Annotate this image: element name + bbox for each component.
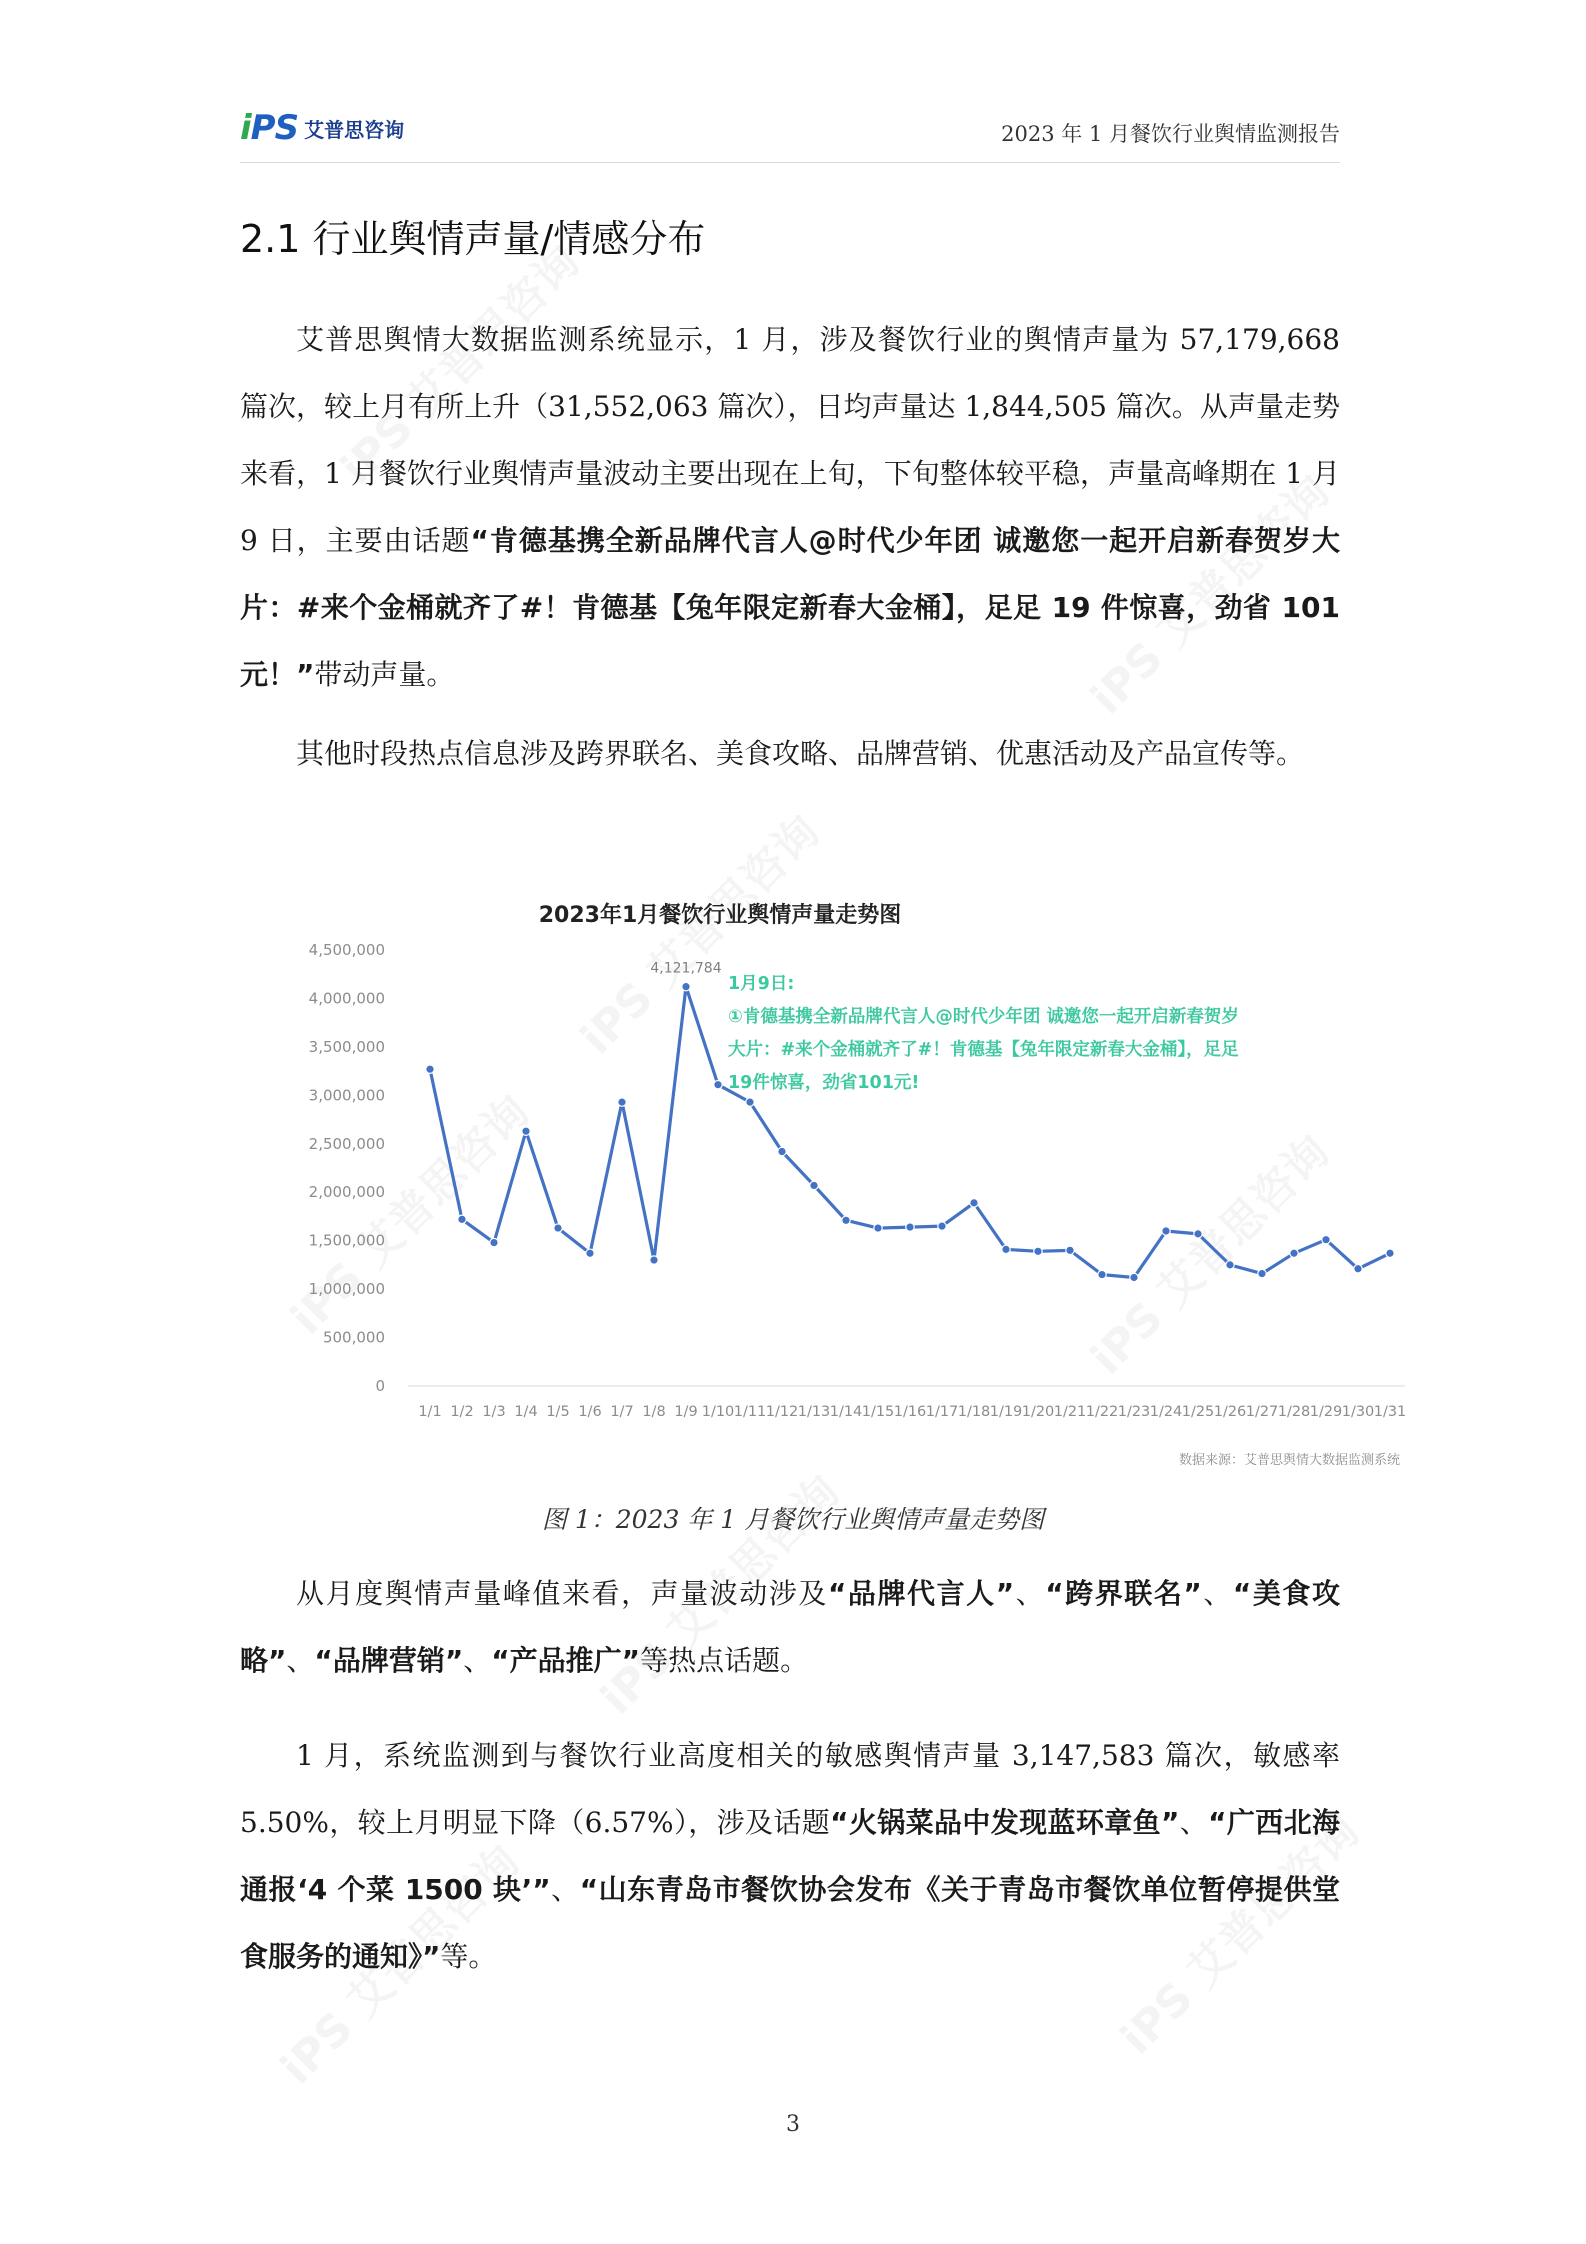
paragraph-text: 从月度舆情声量峰值来看，声量波动涉及 (296, 1577, 828, 1610)
paragraph-text: 等。 (440, 1940, 497, 1973)
figure-caption: 图 1：2023 年 1 月餐饮行业舆情声量走势图 (541, 1505, 1045, 1534)
data-point (714, 1080, 722, 1088)
data-point (1386, 1249, 1394, 1257)
data-point (842, 1216, 850, 1224)
x-axis (418, 1404, 1406, 1420)
x-tick-label: 1/15 (861, 1404, 895, 1420)
paragraph-text: 、 (286, 1644, 315, 1677)
x-tick-label: 1/13 (797, 1404, 831, 1420)
logo-text: 艾普思咨询 (304, 117, 405, 142)
paragraph-text: 艾普思舆情大数据监测系统显示，1 月，涉及餐饮行业的舆情声量为 57,179,668 篇次，较上月有所上升（31,552,063 篇次），日均声量达 1,844,505 篇次。从声量走势来看，1 月餐饮行业舆情声量波动主要出现在上旬，下旬整体较平稳，声量高峰期在 1 月 9 日，主要由话题 (240, 323, 1340, 557)
paragraph-volume-summary (240, 306, 1340, 708)
x-tick-label: 1/10 (701, 1404, 735, 1420)
source-note: 数据来源：艾普思舆情大数据监测系统 (1178, 1453, 1400, 1468)
x-tick-label: 1/23 (1117, 1404, 1151, 1420)
highlight-topic: “跨界联名” (1045, 1577, 1202, 1610)
data-point (1066, 1246, 1074, 1254)
x-tick-label: 1/21 (1053, 1404, 1087, 1420)
paragraph-peak-topics (240, 1560, 1340, 1694)
company-logo (240, 108, 404, 148)
paragraph-sensitive-volume (240, 1722, 1340, 1990)
highlight-topic: “品牌代言人” (827, 1577, 1015, 1610)
paragraph-text: 带动声量。 (314, 658, 455, 691)
highlight-topic: “广西北海通报‘4 个菜 1500 块’” (240, 1806, 1340, 1906)
x-tick-label: 1/29 (1309, 1404, 1343, 1420)
data-point (1162, 1227, 1170, 1235)
x-tick-label: 1/6 (578, 1404, 602, 1420)
data-point (1130, 1273, 1138, 1281)
data-point (586, 1249, 594, 1257)
data-point (618, 1098, 626, 1106)
highlight-topic: “品牌营销” (314, 1644, 464, 1677)
data-point (682, 982, 690, 990)
x-tick-label: 1/7 (610, 1404, 634, 1420)
x-tick-label: 1/8 (642, 1404, 666, 1420)
data-point (906, 1223, 914, 1231)
logo-mark: iPS (240, 108, 299, 148)
x-tick-label: 1/28 (1277, 1404, 1311, 1420)
annotation-line: 大片：#来个金桶就齐了#！肯德基【兔年限定新春大金桶】，足足 (728, 1040, 1239, 1060)
volume-trend-chart (240, 860, 1440, 1500)
x-tick-label: 1/27 (1245, 1404, 1279, 1420)
chart-title: 2023年1月餐饮行业舆情声量走势图 (538, 903, 902, 928)
paragraph-other-topics (240, 720, 1340, 787)
page-header (240, 104, 1340, 164)
data-point (522, 1127, 530, 1135)
data-point (1098, 1270, 1106, 1278)
data-point (650, 1256, 658, 1264)
x-tick-label: 1/24 (1149, 1404, 1183, 1420)
y-tick-label: 2,500,000 (308, 1134, 385, 1153)
paragraph-text: 等热点话题。 (640, 1644, 809, 1677)
paragraph-text: 其他时段热点信息涉及跨界联名、美食攻略、品牌营销、优惠活动及产品宣传等。 (296, 737, 1305, 770)
paragraph-text: 、 (1201, 1577, 1233, 1610)
data-point (874, 1224, 882, 1232)
peak-annotation (728, 968, 1239, 1100)
data-point (778, 1147, 786, 1155)
y-tick-label: 4,500,000 (308, 941, 385, 959)
data-point (1002, 1245, 1010, 1253)
y-tick-label: 2,000,000 (308, 1183, 385, 1202)
x-tick-label: 1/9 (674, 1404, 698, 1420)
y-tick-label: 0 (375, 1377, 385, 1395)
section-title: 2.1 行业舆情声量/情感分布 (240, 217, 706, 261)
page-number: 3 (786, 2112, 800, 2137)
report-title: 2023 年 1 月餐饮行业舆情监测报告 (1001, 122, 1340, 146)
paragraph-text: 、 (463, 1644, 492, 1677)
x-tick-label: 1/30 (1341, 1404, 1375, 1420)
data-point (938, 1222, 946, 1230)
annotation-line: 1月9日: (728, 974, 795, 994)
data-point (1034, 1247, 1042, 1255)
paragraph-text: 、 (1014, 1577, 1046, 1610)
data-point (490, 1238, 498, 1246)
x-tick-label: 1/17 (925, 1404, 959, 1420)
data-point (810, 1181, 818, 1189)
x-tick-label: 1/2 (450, 1404, 474, 1420)
y-axis (309, 941, 385, 1395)
data-point (1290, 1249, 1298, 1257)
highlight-topic: “产品推广” (491, 1644, 641, 1677)
y-tick-label: 500,000 (322, 1328, 385, 1347)
x-tick-label: 1/3 (482, 1404, 506, 1420)
x-tick-label: 1/11 (733, 1404, 767, 1420)
header-divider (240, 162, 1340, 163)
highlight-topic: “美食攻略” (240, 1577, 1340, 1677)
chart-canvas (240, 860, 1440, 1500)
x-tick-label: 1/4 (514, 1404, 538, 1420)
x-tick-label: 1/1 (418, 1404, 442, 1420)
paragraph-text: 、 (550, 1873, 580, 1906)
highlight-topic: “山东青岛市餐饮协会发布《关于青岛市餐饮单位暂停提供堂食服务的通知》” (240, 1873, 1340, 1973)
y-tick-label: 3,500,000 (308, 1037, 385, 1056)
y-tick-label: 3,000,000 (308, 1086, 385, 1105)
annotation-line: 19件惊喜，劲省101元! (728, 1073, 920, 1093)
peak-data-label: 4,121,784 (650, 960, 722, 977)
x-tick-label: 1/14 (829, 1404, 863, 1420)
y-tick-label: 1,500,000 (308, 1231, 385, 1250)
data-point (1194, 1230, 1202, 1238)
x-tick-label: 1/26 (1213, 1404, 1247, 1420)
x-tick-label: 1/12 (765, 1404, 799, 1420)
x-tick-label: 1/25 (1181, 1404, 1215, 1420)
highlight-topic: “火锅菜品中发现蓝环章鱼” (830, 1806, 1180, 1839)
data-point (1322, 1235, 1330, 1243)
x-tick-label: 1/16 (893, 1404, 927, 1420)
data-point (970, 1199, 978, 1207)
x-tick-label: 1/31 (1373, 1404, 1407, 1420)
annotation-line: ①肯德基携全新品牌代言人@时代少年团 诚邀您一起开启新春贺岁 (728, 1007, 1239, 1027)
x-tick-label: 1/18 (957, 1404, 991, 1420)
y-tick-label: 4,000,000 (308, 989, 385, 1008)
paragraph-text: 1 月，系统监测到与餐饮行业高度相关的敏感舆情声量 3,147,583 篇次，敏感率 5.50%，较上月明显下降（6.57%），涉及话题 (240, 1739, 1340, 1839)
paragraph-text: 、 (1179, 1806, 1209, 1839)
y-tick-label: 1,000,000 (308, 1280, 385, 1299)
data-point (426, 1065, 434, 1073)
data-point (1258, 1269, 1266, 1277)
data-point (554, 1224, 562, 1232)
x-tick-label: 1/20 (1021, 1404, 1055, 1420)
data-point (1354, 1265, 1362, 1273)
x-tick-label: 1/22 (1085, 1404, 1119, 1420)
data-point (458, 1215, 466, 1223)
x-tick-label: 1/5 (546, 1404, 570, 1420)
data-point (1226, 1261, 1234, 1269)
highlight-topic: “肯德基携全新品牌代言人@时代少年团 诚邀您一起开启新春贺岁大片：#来个金桶就齐了#！肯德基【兔年限定新春大金桶】，足足 19 件惊喜，劲省 101 元！” (240, 524, 1341, 691)
x-tick-label: 1/19 (989, 1404, 1023, 1420)
